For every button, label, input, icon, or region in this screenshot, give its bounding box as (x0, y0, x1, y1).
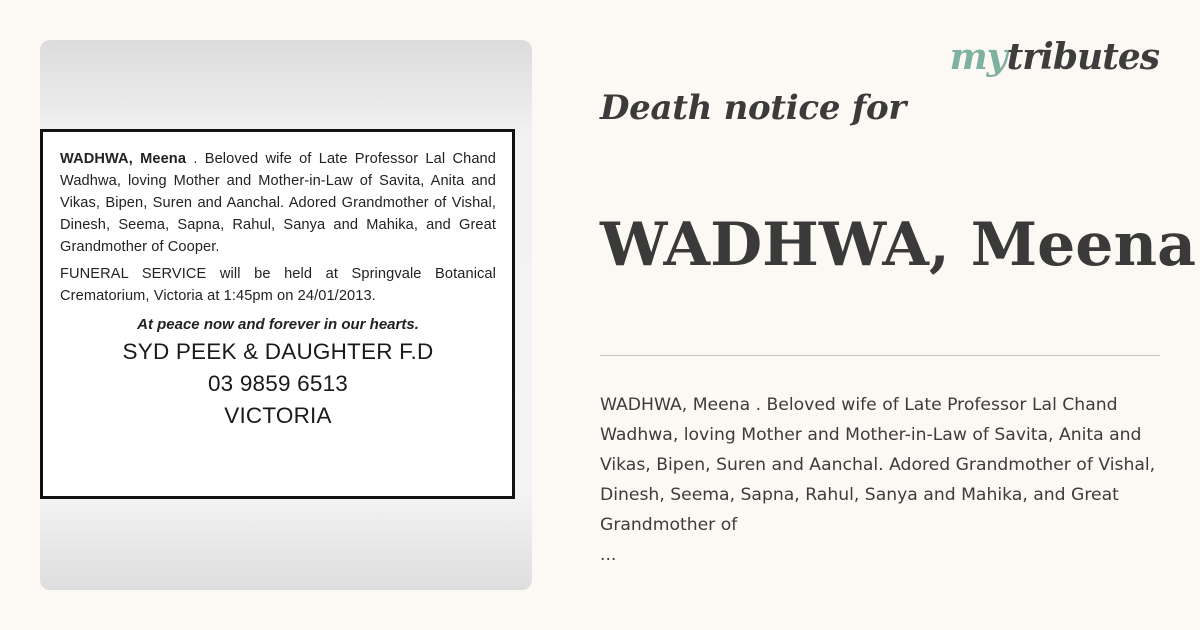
funeral-director-phone: 03 9859 6513 (207, 371, 349, 396)
notice-summary (600, 390, 1160, 570)
newspaper-notice (40, 129, 515, 499)
funeral-director-name: SYD PEEK & DAUGHTER F.D (122, 339, 434, 364)
notice-main-paragraph (60, 148, 496, 258)
logo-my-text: my (949, 36, 1007, 78)
summary-ellipsis: ... (600, 545, 617, 565)
notice-clipping-image (40, 40, 532, 590)
notice-body-text: . Beloved wife of Late Professor Lal Chand Wadhwa, loving Mother and Mother-in-Law of Savita, Anita and Vikas, Bipen, Suren and Aanchal. Adored Grandmother of Vishal, Dinesh, Seema, Sapna, Rahul, Sanya and Mahika, and Great Grandmother of Cooper. (60, 151, 496, 255)
death-notice-label: Death notice for (600, 88, 907, 128)
summary-text: WADHWA, Meena . Beloved wife of Late Professor Lal Chand Wadhwa, loving Mother and Mother-in-Law of Savita, Anita and Vikas, Bipen, Suren and Aanchal. Adored Grandmother of Vishal, Dinesh, Seema, Sapna, Rahul, Sanya and Mahika, and Great Grandmother of (600, 395, 1156, 535)
logo-tributes-text: tributes (1006, 36, 1159, 78)
notice-funeral-paragraph: FUNERAL SERVICE will be held at Springvale Botanical Crematorium, Victoria at 1:45pm on 24/01/2013. (60, 266, 496, 304)
page-title: WADHWA, Meena (600, 210, 1196, 280)
mytributes-logo[interactable] (950, 36, 1159, 78)
divider (600, 355, 1160, 356)
notice-peace-line: At peace now and forever in our hearts. (137, 316, 419, 333)
notice-deceased-name: WADHWA, Meena (60, 151, 187, 167)
funeral-director-state: VICTORIA (224, 403, 332, 428)
